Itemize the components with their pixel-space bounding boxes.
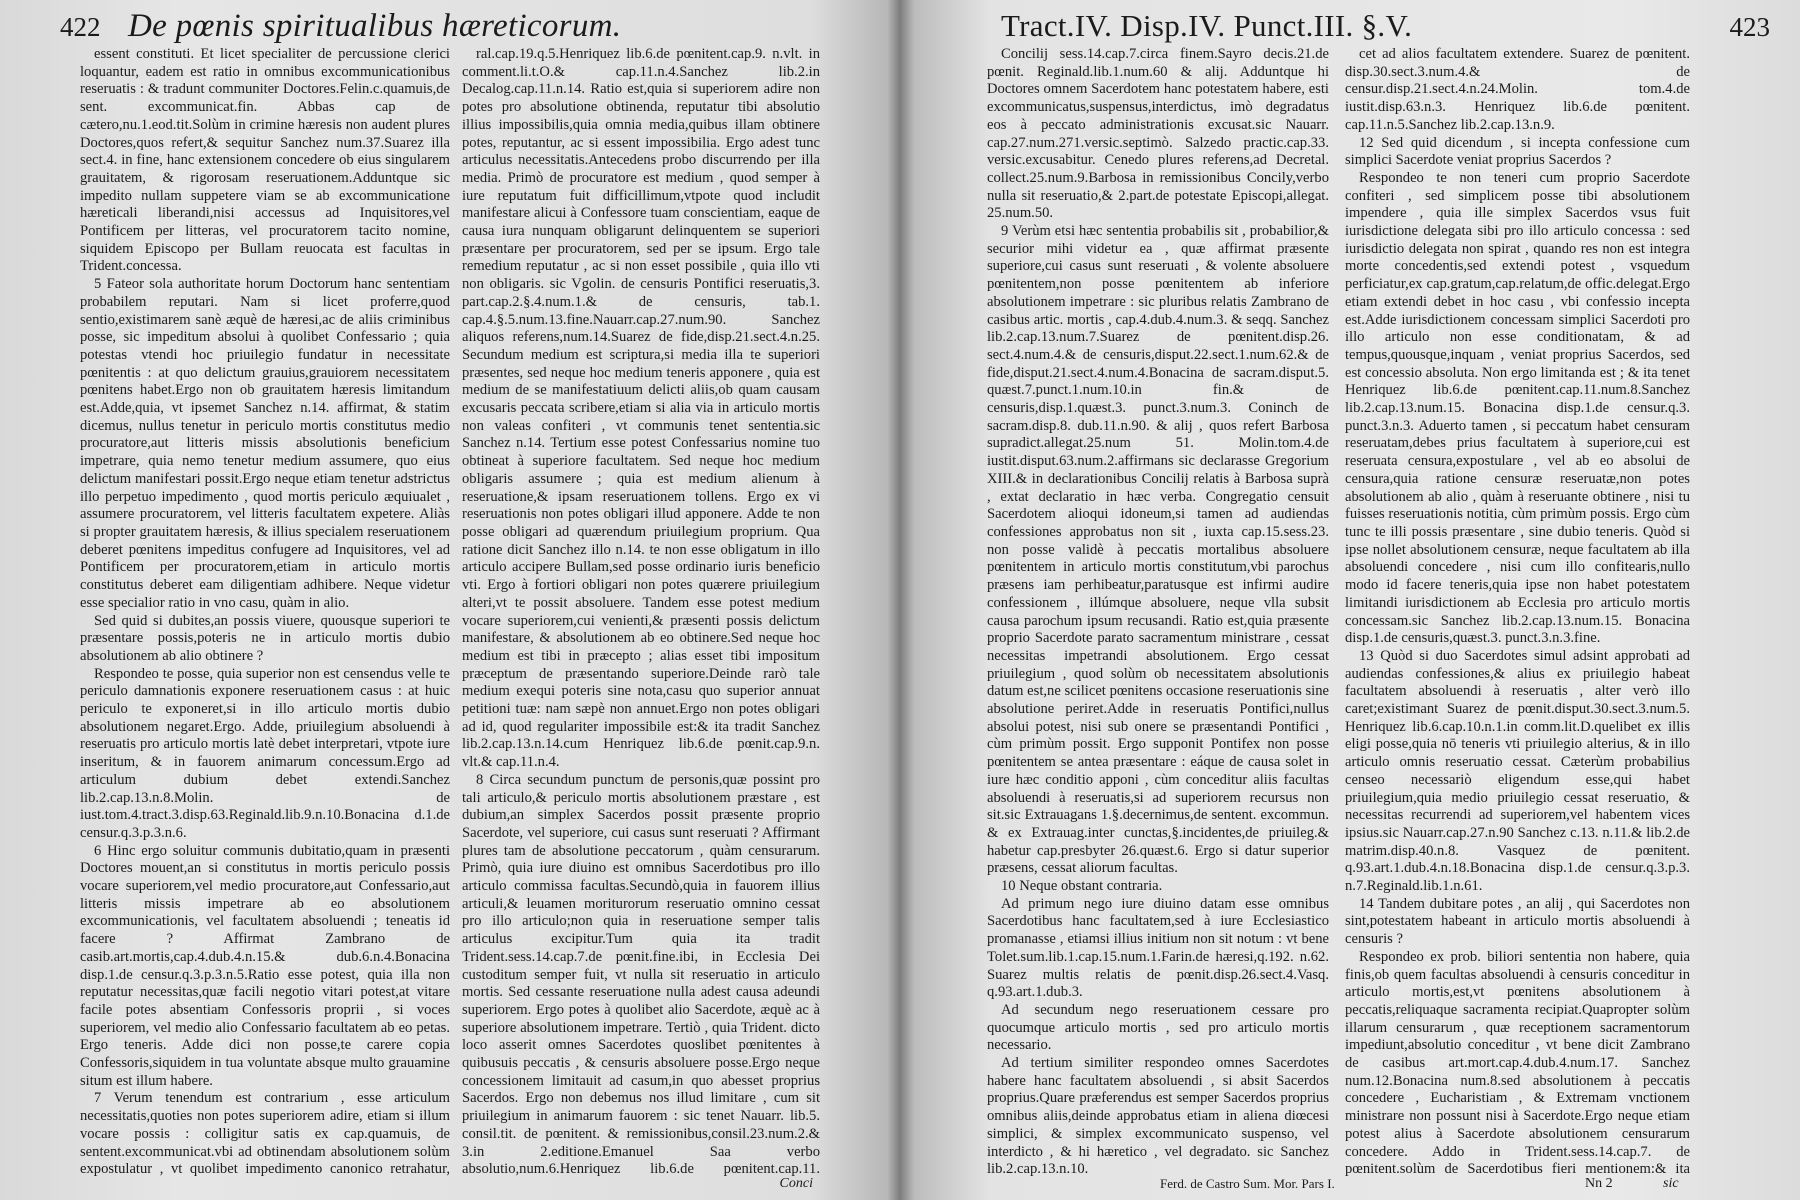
paragraph: 8 Circa secundum punctum de personis,quæ possint pro tali articulo,& periculo mortis absolutionem præstare , est dubium,an simplex Sacerdos possit præsente proprio Sacerdote, vel superiore, cui casus sunt reseruati ? Affirmant plures tam de absolutione peccatorum , quàm censurarum. Primò, quia iure diuino est omnibus Sacerdotibus pro illo articulo commissa facultas.Secundò,quia in fauorem illius articuli,& leuamen moriturorum reseruatio omnino cessat pro illo articulo;non quia in reseruatione semper talis articulus excipitur.Tum quia ita tradit Trident.sess.14.cap.7.de pœnit.fine.ibi, in Ecclesia Dei custoditum semper fuit, vt nulla sit reseruatio in articulo mortis. Sed cessante reseruatione nulla adest causa adeundi superiorem. Ergo potes à quolibet alio Sacerdote, æquè ac à superiore absolutionem impetrare. Tertiò , quia Trident. dicto loco asserit omnes Sacerdotes quoslibet pœnitentes à quibusuis peccatis , & censuris absoluere posse.Ergo neque concessionem limitauit ad casum,in quo abesset proprius Sacerdos. Ergo non debemus nos illud limitare , cum sit priuilegium in animarum fauorem : sic tenet Nauarr. lib.5. consil.tit. de pœnitent. & remissionibus,consil.23.num.2.& 3.in 2.editione.Emanuel Saa verbo absolutio,num.6.Henriquez lib.6.de pœnitent.cap.11. [462,771,820,1176]
paragraph: Respondeo te non teneri cum proprio Sacerdote confiteri , sed simplicem posse tibi absolutionem impendere , quia ille simplex Sacerdos vsus fuit iurisdictione delegata sibi pro illo articulo concessa : sed iurisdictio delegata non spirat , quando res non est integra morte concedentis,sed extendi potest , vsquedum perficiatur,ex cap.gratum,cap.relatum,de offic.delegat.Ergo etiam extendi debet in hoc casu , vbi confessio incepta est.Adde iurisdictionem concessam simplici Sacerdoti pro illo articulo non esse conditionatam, & ad tempus,quousque,inquam , veniat proprius Sacerdos, sed est concessio absoluta. Non ergo limitanda est ; & ita tenet Henriquez lib.6.de pœnitent.cap.11.num.8.Sanchez lib.2.cap.13.num.15. Bonacina disp.1.de censur.q.3. punct.3.n.3. Aduerto tamen , si peccatum habet censuram reseruatam,debes prius facultatem à superiore,cui est reseruata censura,expostulare , vel ab eo absolui de censura,quia ratione censuræ reseruatæ,non potes absolutionem ab alio , quàm à reseruante obtinere , nisi tu fuisses reseruationis notitia, cùm primùm possis. Ergo cùm tunc te illi possis præsentare , sine dubio teneris. Quòd si ipse nollet absolutionem censuræ, neque facultatem ab illa absoluendi concedere , nisi cum illo confitearis,nullo modo id facere teneris,quia ipse non habet potestatem limitandi iurisdictionem ab Ecclesia pro articulo mortis concessam.sic Sanchez lib.2.cap.13.num.15. Bonacina disp.1.de censuris,quæst.3. punct.3.n.3.fine. [1345,169,1690,647]
right-catchword: sic [1663,1176,1679,1191]
left-catchword: Conci [779,1176,813,1191]
right-column-1 [987,46,1329,1176]
paragraph: Ad primum nego iure diuino datam esse omnibus Sacerdotibus hanc facultatem,sed à iure Ecclesiastico promanasse , etiamsi illius initium non sit notum : vt bene Tolet.sum.lib.1.cap.15.num.1.Farin.de hæresi,q.192. n.62. Suarez multis relatis de pœnit.disp.26.sect.4.Vasq. q.93.art.1.dub.3. [987,895,1329,1001]
paragraph: Respondeo te posse, quia superior non est censendus velle te periculo damnationis exponere reseruationem casus : at huic periculo te exponeret,si in illo articulo mortis dubio absolutionem negaret.Ergo. Adde, priuilegium absoluendi à reseruatis pro articulo mortis latè debet interpretari, vtpote iure inseritum, & in fauorem animarum concessum.Ergo ad articulum dubium debet extendi.Sanchez lib.2.cap.13.n.8.Molin. de iust.tom.4.tract.3.disp.63.Reginald.lib.9.n.10.Bonacina d.1.de censur.q.3.p.3.n.6. [80,665,450,841]
paragraph: Concilij sess.14.cap.7.circa finem.Sayro decis.21.de pœnit. Reginald.lib.1.num.60 & alij. Adduntque hi Doctores omnem Sacerdotem hanc potestatem habere, esti excommunicatus,suspensus,interdictus, imò degradatus eos à peccato administrationis excusat.sic Nauarr. cap.27.num.271.versic.septimò. Salzedo practic.cap.33. versic.excusabitur. Cenedo plures referens,ad Decretal. collect.25.num.9.Barbosa in remissionibus Concily,verbo nulla sit reseruatio,& 2.part.de potestate Episcopi,allegat. 25.num.50. [987,46,1329,222]
paragraph: Sed quid si dubites,an possis viuere, quousque superiori te præsentare possis,poteris ne in articulo mortis dubio absolutionem ab alio obtinere ? [80,612,450,664]
paragraph: Respondeo ex prob. biliori sententia non habere, quia finis,ob quem facultas absoluendi à censuris conceditur in articulo mortis,est,vt pœnitens absolutionem à peccatis,reliquaque sacramenta recipiat.Quapropter solùm illarum censurarum , quæ receptionem sacramentorum impediunt,absolutio conceditur , vt bene dicit Zambrano de casibus art.mort.cap.4.dub.4.num.17. Sanchez num.12.Bonacina num.8.sed absolutionem à peccatis concedere , Eucharistiam , & Extremam vnctionem ministrare non possunt nisi à Sacerdote.Ergo neque etiam potest alius à Sacerdote absolutionem censurarum concedere. Addo in Trident.sess.14.cap.7. de pœnitent.solùm de Sacerdotibus fieri mentionem:& ita [1345,948,1690,1176]
left-running-title: De pœnis spiritualibus hæreticorum. [128,8,622,44]
paragraph: 7 Verum tenendum est contrarium , esse articulum necessitatis,quoties non potes superiorem adire, etiam si illum vocare possis : colligitur satis ex cap.quamuis, de sentent.excommunicat.vbi ad obtinendam absolutionem solùm expostulatur , vt quolibet impedimento canonico retrahatur, [80,1090,450,1176]
paragraph: 6 Hinc ergo soluitur communis dubitatio,quam in præsenti Doctores mouent,an si constitutus in mortis periculo possis vocare superiorem,vel medio procuratore,aut Confessario,aut litteris missis impetrare ab eo absolutionem excommunicationis, vel facultatem absoluendi ; teneatis id facere ? Affirmat Zambrano de casib.art.mortis,cap.4.dub.4.n.15.& dub.6.n.4.Bonacina disp.1.de censur.q.3.p.3.n.5.Ratio esse potest, quia illa non reputatur necessitas,quæ facili negotio vitari potest,at vitare facile potes absentiam Confessoris proprii , si voces superiorem, vel medio alio Confessario facultatem ab eo petas. Ergo teneris. Adde dici non posse,te carere copia Confessoris,siquidem in tua voluntate absque multo grauamine situm est illum habere. [80,842,450,1089]
paragraph: 12 Sed quid dicendum , si incepta confessione cum simplici Sacerdote veniat proprius Sacerdos ? [1345,134,1690,169]
paragraph: 5 Fateor sola authoritate horum Doctorum hanc sententiam probabilem reputari. Nam si licet proferre,quod sentio,existimarem sanè æquè de hæresi,ac de aliis criminibus posse, sic impeditum absolui à quolibet Confessario ; quia potestas vtendi hoc priuilegio fundatur in necessitate pœnitentis : at quo delictum grauius,grauiorem necessitatem pœnitens habet.Ergo non ob grauitatem hæresis limitandum est.Adde,quia, vt ipsemet Sanchez n.14. affirmat, & statim dicemus, nullus tenetur in periculo mortis constitutus medio procuratore,aut litteris missis absolutionis beneficium impetrare, quia nemo tenetur medium assumere, quo eius delictum manifestari possit.Ergo neque etiam tenetur adstrictus illo perpetuo impedimento , quod mortis periculo æquiualet , assumere procuratorem, vel litteris facultatem expetere. Aliàs si propter grauitatem hæresis, & illius specialem reseruationem deberet pœnitens impeditus confugere ad Inquisitores, vel ad Pontificem per procuratorem,etiam in articulo mortis constitutus deberet eam diligentiam adhibere. Neque videtur esse specialior ratio in vno casu, quàm in alio. [80,276,450,611]
imprint-line: Ferd. de Castro Sum. Mor. Pars I. [1160,1176,1335,1191]
paragraph: cet ad alios facultatem extendere. Suarez de pœnitent. disp.30.sect.3.num.4.& de censur.disp.21.sect.4.n.24.Molin. tom.4.de iustit.disp.63.n.3. Henriquez lib.6.de pœnitent. cap.11.n.5.Sanchez lib.2.cap.13.n.9. [1345,46,1690,133]
paragraph: Ad secundum nego reseruationem cessare pro quocumque articulo mortis , sed pro articulo mortis necessario. [987,1001,1329,1054]
left-column-1 [80,46,450,1176]
left-running-head [60,8,855,50]
right-page-number: 423 [1729,12,1770,42]
paragraph: 14 Tandem dubitare potes , an alij , qui Sacerdotes non sint,potestatem habeant in articulo mortis absoluendi à censuris ? [1345,895,1690,948]
signature-mark: Nn 2 [1585,1176,1613,1191]
left-column-2 [462,46,820,1176]
left-page [0,0,895,1200]
right-running-title: Tract.IV. Disp.IV. Punct.III. §.V. [1001,8,1413,43]
paragraph: Ad tertium similiter respondeo omnes Sacerdotes habere hanc facultatem absoluendi , si absit Sacerdos proprius.Quare præferendus est semper Sacerdos proprius omnibus aliis,deinde approbatus etiam in aliena diœcesi simplici, & simplex excommunicato suspenso, vel interdicto , & hi hæretico , vel degradato. sic Sanchez lib.2.cap.13.n.10. [987,1055,1329,1176]
paragraph: essent constituti. Et licet specialiter de percussione clerici loquantur, eadem est ratio in omnibus excommunicationibus reseruatis : & tradunt communiter Doctores.Felin.c.quamuis,de sent. excommunicat.fin. Abbas cap de cætero,nu.1.eod.tit.Solùm in crimine hæresis non audent plures Doctores,quos refert,& sequitur Sanchez num.37.Suarez illa sect.4. in fine, hanc extensionem concedere ob eius singularem grauitatem, & rigorosam reseruationem.Adduntque sic impedito nullam suppetere viam se ab excommunicatione hæreticali liberandi,nisi accessus ad Inquisitores,vel Pontificem per litteras, vel procuratorem tacito nomine, siquidem Episcopo per Bullam reuocata est facultas in Trident.concessa. [80,46,450,275]
right-page [905,0,1800,1200]
right-column-2 [1345,46,1690,1176]
left-page-number: 422 [60,12,101,42]
paragraph: 13 Quòd si duo Sacerdotes simul adsint approbati ad audiendas confessiones,& alius ex priuilegio habeat facultatem absoluendi à reseruatis , alter verò illo caret;existimant Suarez de pœnit.disput.30.sect.3.num.5. Henriquez lib.6.cap.10.n.1.in comm.lit.D.quelibet ex illis eligi posse,quia nō teneris vti priuilegio alterius, & in illo articulo omnis reseruatio cessat. Cæterùm probabilius censeo necessariò eligendum esse,qui habet priuilegium,quia medio priuilegio cessat reseruatio, & necessitas recurrendi ad superiorem,vel habentem vices ipsius.sic Nauarr.cap.27.n.90 Sanchez c.13. n.11.& lib.2.de matrim.disp.40.n.8. Vasquez de pœnitent. q.93.art.1.dub.4.n.18.Bonacina disp.1.de censur.q.3.p.3. n.7.Reginald.lib.1.n.61. [1345,647,1690,895]
paragraph: 9 Verùm etsi hæc sententia probabilis sit , probabilior,& securior mihi videtur ea , quæ affirmat præsente superiore,cui casus sunt reseruati , & volente absoluere pœnitentem,non posse pœnitentem ab inferiore absolutionem impetrare : sic pluribus relatis Zambrano de casibus artic. mortis , cap.4.dub.4.num.3. & seqq. Sanchez lib.2.cap.13.num.7.Suarez de pœnitent.disp.26. sect.4.num.4.& de censuris,disput.22.sect.1.num.62.& de fide,disput.21.sect.4.num.4.Bonacina de sacram.disput.5. quæst.7.punct.1.num.10.in fin.& de censuris,disp.1.quæst.3. punct.3.num.3. Coninch de sacram.disp.8. dub.11.n.90. & alij , quos refert Barbosa supradict.allegat.25.num 51. Molin.tom.4.de iustit.disput.63.num.2.affirmans sic declarasse Gregorium XIII.& in declarationibus Concilij relatis à Barbosa suprà , extat declaratio in hæc verba. Congregatio censuit Sacerdotem alioqui idoneum,si tamen ad audiendas confessiones approbatus non sit , iuxta cap.15.sess.23. non posse validè à peccatis mortalibus absoluere pœnitentem in articulo mortis constitutum,vbi parochus præsens iam perhibeatur,paratusque est infirmi audire confessionem , illúmque absoluere, neque vlla subsit causa parochum ipsum recusandi. Ratio est,quia præsente proprio Sacerdote parato sacramentum ministrare , cessat necessitas impetrandi absolutionem. Ergo cessat priuilegium , quod solùm ob necessitatem absolutionis datum est,ne scilicet pœnitens occasione reseruationis sine absolutione periret.Adde in reseruatis Pontifici,nullus absolui potest, nisi sub onere se præsentandi Pontifici , cùm primùm possit. Ergo supponit Pontifex non posse pœnitentem se antea præsentare : eáque de causa solet in iure hæc conditio apponi , cùm conceditur aliis facultas absoluendi à reseruatis,si ad superiorem recursus non sit.sic Extrauagans 1.§.decernimus,de sentent. excommun. & ex Extrauag.inter cunctas,§.incidentes,de priuileg.& habetur cap.presbyter 26.quæst.6. Ergo si datur superior præsens, cessat aliorum facultas. [987,223,1329,877]
right-running-head [993,8,1770,50]
paragraph: ral.cap.19.q.5.Henriquez lib.6.de pœnitent.cap.9. n.vlt. in comment.li.t.O.& cap.11.n.4.Sanchez lib.2.in Decalog.cap.11.n.14. Ratio est,quia si superiorem adire non potes pro absolutione obtinenda, reputatur tibi absolutio illius impossibilis,quia omnia media,quibus illam obtinere potes, reputantur, ac si essent impossibilia. Ergo adest tunc articulus necessitatis.Antecedens probo discurrendo per illa media. Primò de procuratore est medium , quod semper à iure reputatum fuit difficillimum,vtpote quod includit manifestare alicui à Confessore tuam conscientiam, eaque de causa iura nunquam obligarunt delinquentem se superiori præsentare per procuratorem, sed per se ipsum. Ergo tale remedium reputatur , ac si non esset possibile , quia illo vti non obligaris. sic Vgolin. de censuris Pontifici reseruatis,3. part.cap.2.§.4.num.1.& de censuris, tab.1. cap.4.§.5.num.13.fine.Nauarr.cap.27.num.90. Sanchez aliquos referens,num.14.Suarez de fide,disp.21.sect.4.n.25. Secundum medium est scriptura,si media illa te superiori præsentes, sed neque hoc medium teneris apponere , quia est medium de se manifestatiuum delicti aliis,ob quam causam excusaris peccata scribere,etiam si alia via in articulo mortis non valeas confiteri , vt communis tenet sententia.sic Sanchez n.14. Tertium esse potest Confessarius nomine tuo obtineat à superiore facultatem. Sed neque hoc medium obligaris assumere ; quia est medium alienum à reseruatione,& ipsam reseruationem tollens. Ergo ex vi reseruationis non potes obligari illud apponere. Adde te non posse obligari ad quærendum priuilegium proprium. Qua ratione dicit Sanchez illo n.14. te non esse obligatum in illo articulo accipere Bullam,sed posse ordinario iuris beneficio vti. Ergo à fortiori obligari non potes quærere priuilegium alteri,vt te possit absoluere. Tandem esse potest medium vocare superiorem,cui venienti,& præsenti possis delictum manifestare, & absolutionem ab eo obtinere.Sed neque hoc medium est tibi in præcepto ; alias esset tibi impositum præceptum de præsentando superiore.Deinde rarò tale medium exequi poteris sine nota,casu quo superior annuat petitioni tuæ: nam sæpè non annuet.Ergo non potes obligari ad id, quod regulariter impossibile est:& ita tradit Sanchez lib.2.cap.13.n.14.cum Henriquez lib.6.de pœnit.cap.9.n. vlt.& cap.11.n.4. [462,46,820,771]
paragraph: 10 Neque obstant contraria. [1001,878,1163,895]
